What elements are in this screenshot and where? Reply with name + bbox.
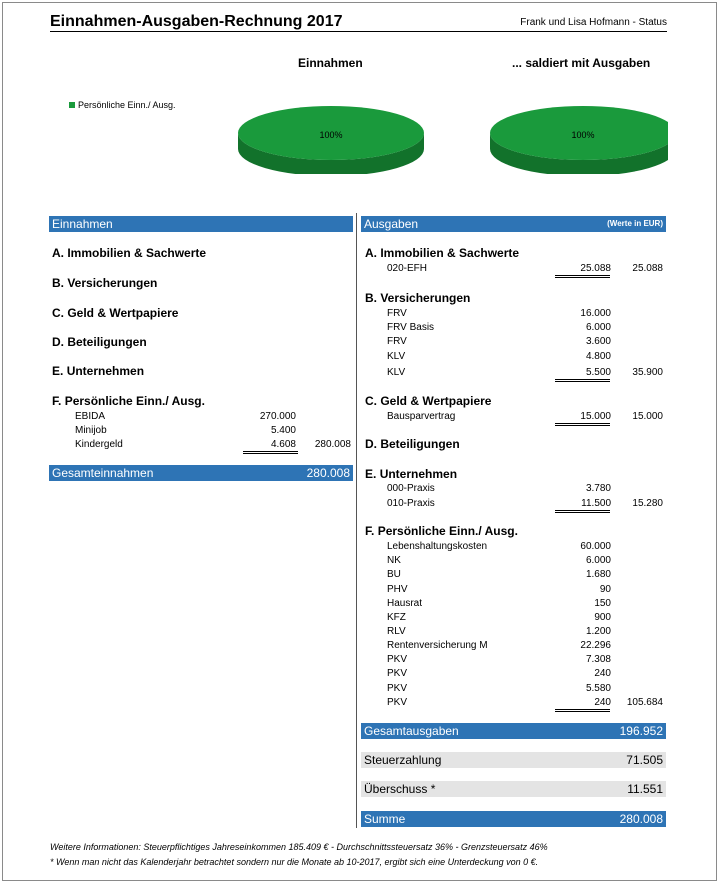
expense-row: PKV 240 105.684 <box>387 697 663 708</box>
expense-row: BU 1.680 <box>387 569 611 580</box>
income-row: Minijob 5.400 <box>75 425 296 436</box>
legend-swatch <box>69 102 75 108</box>
column-divider <box>356 213 357 828</box>
expense-total-value: 196.952 <box>619 724 663 738</box>
income-header <box>49 216 353 232</box>
expense-row: PKV 7.308 <box>387 654 611 665</box>
income-total-value: 280.008 <box>306 466 350 480</box>
expense-row: 010-Praxis 11.500 15.280 <box>387 498 663 509</box>
expense-section-e: E. Unternehmen <box>365 467 458 481</box>
sum-bar <box>361 811 666 827</box>
expense-total-label: Gesamtausgaben <box>364 724 459 738</box>
expense-row: PKV 5.580 <box>387 683 611 694</box>
income-section-e: E. Unternehmen <box>52 364 145 378</box>
expense-row: FRV Basis 6.000 <box>387 322 611 333</box>
expense-section-c: C. Geld & Wertpapiere <box>365 394 492 408</box>
income-section-a: A. Immobilien & Sachwerte <box>52 246 207 260</box>
expense-row: KFZ 900 <box>387 612 611 623</box>
expense-section-f: F. Persönliche Einn./ Ausg. <box>365 524 518 538</box>
expense-section-a: A. Immobilien & Sachwerte <box>365 246 520 260</box>
subtotal-underline <box>555 510 610 513</box>
surplus-label: Überschuss * <box>364 782 436 796</box>
income-row: Kindergeld 4.608 280.008 <box>75 439 351 450</box>
tax-payment-label: Steuerzahlung <box>364 753 442 767</box>
legend-label: Persönliche Einn./ Ausg. <box>78 100 176 110</box>
expense-total-bar <box>361 723 666 739</box>
income-section-b: B. Versicherungen <box>52 276 158 290</box>
income-section-f: F. Persönliche Einn./ Ausg. <box>52 394 205 408</box>
balanced-pie-chart <box>488 104 668 174</box>
expense-row: RLV 1.200 <box>387 626 611 637</box>
income-header-label: Einnahmen <box>52 217 113 231</box>
footnote-remark: * Wenn man nicht das Kalenderjahr betrachtet sondern nur die Monate ab 10-2017, ergibt sich eine Unterdeckung von 0 €. <box>50 857 539 867</box>
expense-row: NK 6.000 <box>387 555 611 566</box>
tax-payment-row <box>361 752 666 768</box>
subtotal-underline <box>555 379 610 382</box>
income-section-d: D. Beteiligungen <box>52 335 147 349</box>
page-subtitle: Frank und Lisa Hofmann - Status <box>520 17 667 28</box>
balanced-chart-title: ... saldiert mit Ausgaben <box>512 56 651 70</box>
expense-row: FRV 16.000 <box>387 308 611 319</box>
income-section-c: C. Geld & Wertpapiere <box>52 306 179 320</box>
expense-row: Bausparvertrag 15.000 15.000 <box>387 411 663 422</box>
expense-row: KLV 5.500 35.900 <box>387 367 663 378</box>
tax-payment-value: 71.505 <box>626 753 663 767</box>
sum-value: 280.008 <box>619 812 663 826</box>
income-total-bar <box>49 465 353 481</box>
expense-section-b: B. Versicherungen <box>365 291 471 305</box>
subtotal-underline <box>555 709 610 712</box>
surplus-row <box>361 781 666 797</box>
expense-row: FRV 3.600 <box>387 336 611 347</box>
chart-legend <box>69 100 176 110</box>
page-title: Einnahmen-Ausgaben-Rechnung 2017 <box>50 13 343 30</box>
income-row: EBIDA 270.000 <box>75 411 296 422</box>
expenses-header-label: Ausgaben <box>364 217 419 231</box>
expense-row: Lebenshaltungskosten 60.000 <box>387 541 611 552</box>
income-total-label: Gesamteinnahmen <box>52 466 154 480</box>
balanced-pie-slice-label: 100% <box>571 130 595 140</box>
expenses-header <box>361 216 666 232</box>
expense-section-d: D. Beteiligungen <box>365 437 460 451</box>
expense-row: PHV 90 <box>387 584 611 595</box>
subtotal-underline <box>555 423 610 426</box>
expense-row: 020-EFH 25.088 25.088 <box>387 263 663 274</box>
currency-note: (Werte in EUR) <box>607 219 663 228</box>
expense-row: Rentenversicherung M 22.296 <box>387 640 611 651</box>
income-pie-slice-label: 100% <box>319 130 343 140</box>
title-divider <box>50 31 667 32</box>
expense-row: KLV 4.800 <box>387 351 611 362</box>
subtotal-underline <box>555 275 610 278</box>
expense-row: Hausrat 150 <box>387 598 611 609</box>
subtotal-underline <box>243 451 298 454</box>
expense-row: 000-Praxis 3.780 <box>387 483 611 494</box>
income-chart-title: Einnahmen <box>298 56 363 70</box>
surplus-value: 11.551 <box>627 782 663 796</box>
income-pie-chart <box>236 104 426 174</box>
sum-label: Summe <box>364 812 406 826</box>
expense-row: PKV 240 <box>387 668 611 679</box>
footnote-info: Weitere Informationen: Steuerpflichtiges Jahreseinkommen 185.409 € - Durchschnittssteuersatz 36% - Grenzsteuersatz 46% <box>50 842 548 852</box>
